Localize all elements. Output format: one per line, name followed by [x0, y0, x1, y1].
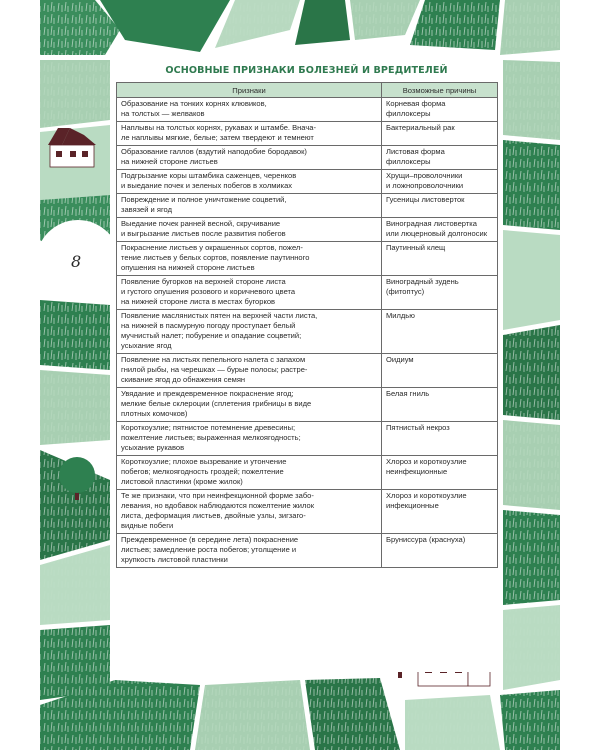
- cell-sign: [117, 122, 382, 146]
- sign-line: Повреждение и полное уничтожение соцветий,: [121, 195, 287, 204]
- cell-cause: [382, 146, 498, 170]
- cell-cause: [382, 98, 498, 122]
- sign-line: Короткоузлие; плохое вызревание и утончение: [121, 457, 287, 466]
- sign-line: Те же признаки, что при неинфекционной форме забо-: [121, 491, 314, 500]
- column-header-causes: Возможные причины: [382, 83, 498, 98]
- cause-line: Бактериальный рак: [386, 123, 455, 132]
- table-row: [117, 354, 498, 388]
- table-row: [117, 276, 498, 310]
- cell-sign: [117, 276, 382, 310]
- cell-sign: [117, 98, 382, 122]
- cause-line: и ложнопроволочники: [386, 181, 464, 190]
- cause-line: Брунисcура (краснуха): [386, 535, 466, 544]
- sign-line: завязей и ягод: [121, 205, 172, 214]
- cause-line: Оидиум: [386, 355, 414, 364]
- sign-line: и густого опушения розового и коричневого цвета: [121, 287, 296, 296]
- cell-cause: [382, 218, 498, 242]
- table-row: [117, 170, 498, 194]
- cell-cause: [382, 456, 498, 490]
- cause-line: Листовая форма: [386, 147, 445, 156]
- cell-sign: [117, 242, 382, 276]
- cause-line: Белая гниль: [386, 389, 430, 398]
- cell-sign: [117, 490, 382, 534]
- cell-cause: [382, 354, 498, 388]
- sign-line: Появление бугорков на верхней стороне листа: [121, 277, 286, 286]
- cell-cause: [382, 388, 498, 422]
- cause-line: Виноградный зудень: [386, 277, 459, 286]
- table-row: [117, 422, 498, 456]
- sign-line: на нижней стороне листа в местах бугорков: [121, 297, 276, 306]
- cell-cause: [382, 310, 498, 354]
- sign-line: тение листьев у белых сортов, появление паутинного: [121, 253, 310, 262]
- sign-line: Подгрызание коры штамбика саженцев, черенков: [121, 171, 297, 180]
- cell-cause: [382, 422, 498, 456]
- sign-line: пожелтение листьев; выраженная мелкоягодность;: [121, 433, 301, 442]
- cell-sign: [117, 170, 382, 194]
- table-row: [117, 194, 498, 218]
- sign-line: Выедание почек ранней весной, скручивание: [121, 219, 281, 228]
- cell-sign: [117, 534, 382, 568]
- sign-line: Образование галлов (вздутий наподобие бородавок): [121, 147, 307, 156]
- cell-cause: [382, 242, 498, 276]
- cause-line: Хлороз и короткоузлие: [386, 457, 467, 466]
- cell-sign: [117, 354, 382, 388]
- table-row: [117, 122, 498, 146]
- sign-line: и выгрызание листьев после развития побегов: [121, 229, 286, 238]
- cause-line: Хрущи–проволочники: [386, 171, 463, 180]
- sign-line: Увядание и преждевременное покраснение ягод;: [121, 389, 294, 398]
- table-row: [117, 310, 498, 354]
- sign-line: усыхание рукавов: [121, 443, 185, 452]
- sign-line: гнилой рыбы, на черешках — бурые полосы; растре-: [121, 365, 308, 374]
- sign-line: Появление маслянистых пятен на верхней части листа,: [121, 311, 318, 320]
- cause-line: (фитоптус): [386, 287, 425, 296]
- cell-sign: [117, 388, 382, 422]
- cell-cause: [382, 194, 498, 218]
- cause-line: Милдью: [386, 311, 415, 320]
- sign-line: видные побеги: [121, 521, 174, 530]
- sign-line: Наплывы на толстых корнях, рукавах и штамбе. Внача-: [121, 123, 316, 132]
- sign-line: скивание ягод до обнажения семян: [121, 375, 246, 384]
- table-header-row: [117, 83, 498, 98]
- table-row: [117, 146, 498, 170]
- cell-cause: [382, 490, 498, 534]
- cause-line: филлоксеры: [386, 157, 431, 166]
- page-title: ОСНОВНЫЕ ПРИЗНАКИ БОЛЕЗНЕЙ И ВРЕДИТЕЛЕЙ: [165, 65, 448, 76]
- sign-line: ле наплывы мягкие, белые; затем твердеют и темнеют: [121, 133, 314, 142]
- cell-cause: [382, 534, 498, 568]
- cause-line: инфекционные: [386, 501, 439, 510]
- sign-line: листьев; замедление роста побегов; утолщение и: [121, 545, 297, 554]
- sign-line: мелкие белые склероции (сплетения грибницы в виде: [121, 399, 312, 408]
- cell-sign: [117, 422, 382, 456]
- sign-line: мучнистый налет; побурение и опадание соцветий;: [121, 331, 302, 340]
- table-row: [117, 388, 498, 422]
- sign-line: на нижней в пасмурную погоду проступает белый: [121, 321, 296, 330]
- sign-line: плотных комочков): [121, 409, 188, 418]
- cause-line: Хлороз и короткоузлие: [386, 491, 467, 500]
- cause-line: Паутинный клещ: [386, 243, 446, 252]
- table-row: [117, 456, 498, 490]
- cause-line: филлоксеры: [386, 109, 431, 118]
- sign-line: листовой пластинки (кроме жилок): [121, 477, 243, 486]
- cause-line: неинфекционные: [386, 467, 448, 476]
- table-body: [117, 98, 498, 568]
- table-row: [117, 218, 498, 242]
- cell-sign: [117, 146, 382, 170]
- cause-line: Пятнистый некроз: [386, 423, 450, 432]
- sign-line: Появление на листьях пепельного налета с запахом: [121, 355, 306, 364]
- cell-cause: [382, 170, 498, 194]
- table-row: [117, 98, 498, 122]
- cell-sign: [117, 218, 382, 242]
- table-row: [117, 242, 498, 276]
- sign-line: на нижней стороне листьев: [121, 157, 218, 166]
- sign-line: Короткоузлие; пятнистое потемнение древесины;: [121, 423, 296, 432]
- sign-line: левания, но вдобавок наблюдаются пожелтение жилок: [121, 501, 315, 510]
- cause-line: Корневая форма: [386, 99, 446, 108]
- sign-line: хрупкость листовой пластинки: [121, 555, 228, 564]
- cell-sign: [117, 194, 382, 218]
- column-header-signs: Признаки: [117, 83, 382, 98]
- sign-line: побегов; мелкоягодность гроздей; пожелтение: [121, 467, 284, 476]
- sign-line: на толстых — желваков: [121, 109, 205, 118]
- sign-line: Покраснение листьев у окрашенных сортов, пожел-: [121, 243, 303, 252]
- sign-line: Преждевременное (в середине лета) покраснение: [121, 535, 299, 544]
- sign-line: листа, деформация листьев, двойные узлы, зигзаго-: [121, 511, 306, 520]
- sign-line: и выедание почек и зеленых побегов в холмиках: [121, 181, 293, 190]
- signs-table: [116, 82, 498, 568]
- cell-sign: [117, 310, 382, 354]
- table-row: [117, 534, 498, 568]
- cell-cause: [382, 276, 498, 310]
- cause-line: или люцерновый долгоносик: [386, 229, 488, 238]
- cause-line: Гусеницы листоверток: [386, 195, 465, 204]
- sign-line: Образование на тонких корнях клювиков,: [121, 99, 267, 108]
- sign-line: усыхание ягод: [121, 341, 172, 350]
- table-row: [117, 490, 498, 534]
- page-number: 8: [71, 252, 82, 271]
- content-panel: [115, 58, 498, 672]
- cause-line: Виноградная листовертка: [386, 219, 477, 228]
- sign-line: опушения на нижней стороне листьев: [121, 263, 255, 272]
- cell-cause: [382, 122, 498, 146]
- cell-sign: [117, 456, 382, 490]
